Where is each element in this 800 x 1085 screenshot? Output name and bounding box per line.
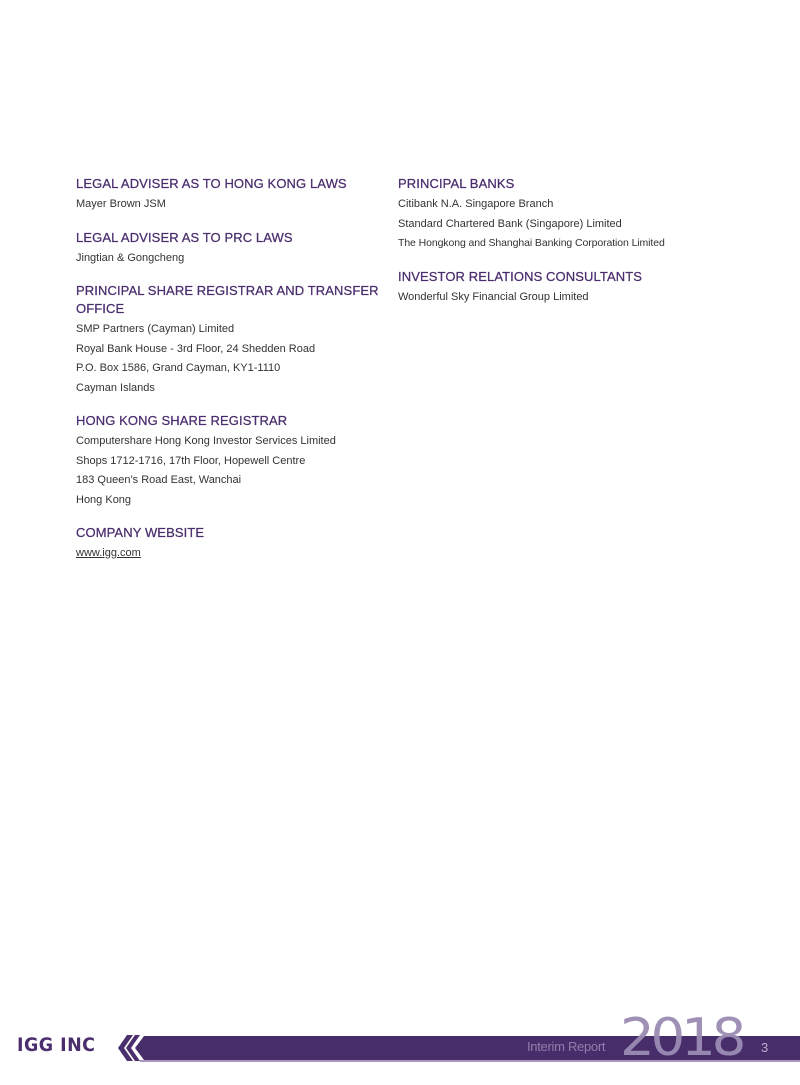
section-principal-share-registrar <box>76 282 391 398</box>
text-line: P.O. Box 1586, Grand Cayman, KY1-1110 <box>76 362 281 374</box>
report-label: Interim Report <box>527 1039 606 1054</box>
text-line: Computershare Hong Kong Investor Services Limited <box>76 435 336 447</box>
left-column <box>76 175 391 578</box>
report-year: 2018 <box>620 1008 743 1068</box>
section-heading <box>76 282 391 318</box>
website-line <box>76 544 391 564</box>
section-hk-share-registrar <box>76 412 391 510</box>
text-line: Citibank N.A. Singapore Branch <box>398 198 554 210</box>
text-line: Mayer Brown JSM <box>76 198 166 210</box>
text-line: Hong Kong <box>76 493 132 506</box>
brand-logo: IGG INC <box>17 1034 96 1056</box>
section-heading: HONG KONG SHARE REGISTRAR <box>76 413 288 428</box>
text-line: Jingtian & Gongcheng <box>76 251 185 264</box>
heading-line: PRINCIPAL SHARE REGISTRAR AND TRANSFER <box>76 283 379 298</box>
text-line: Shops 1712-1716, 17th Floor, Hopewell Centre <box>76 454 306 467</box>
company-website-link[interactable]: www.igg.com <box>76 547 141 559</box>
text-line: Cayman Islands <box>76 381 155 394</box>
section-heading: LEGAL ADVISER AS TO HONG KONG LAWS <box>76 176 347 191</box>
section-investor-relations <box>398 268 738 308</box>
section-heading: INVESTOR RELATIONS CONSULTANTS <box>398 268 643 284</box>
section-prc-legal-adviser <box>76 229 391 269</box>
section-heading: PRINCIPAL BANKS <box>398 176 515 191</box>
section-principal-banks <box>398 175 738 254</box>
section-heading: LEGAL ADVISER AS TO PRC LAWS <box>76 229 293 245</box>
section-company-website <box>76 524 391 564</box>
text-line: Standard Chartered Bank (Singapore) Limited <box>398 217 622 230</box>
section-hk-legal-adviser <box>76 175 391 215</box>
right-column <box>398 175 738 321</box>
text-line: The Hongkong and Shanghai Banking Corporation Limited <box>398 237 665 249</box>
heading-line: OFFICE <box>76 301 125 316</box>
text-line: Wonderful Sky Financial Group Limited <box>398 290 589 303</box>
section-heading: COMPANY WEBSITE <box>76 525 205 540</box>
text-line: Royal Bank House - 3rd Floor, 24 Shedden Road <box>76 342 316 355</box>
page-number: 3 <box>761 1040 769 1055</box>
page-footer <box>0 1010 800 1085</box>
text-line: 183 Queen’s Road East, Wanchai <box>76 474 242 486</box>
text-line: SMP Partners (Cayman) Limited <box>76 323 235 335</box>
